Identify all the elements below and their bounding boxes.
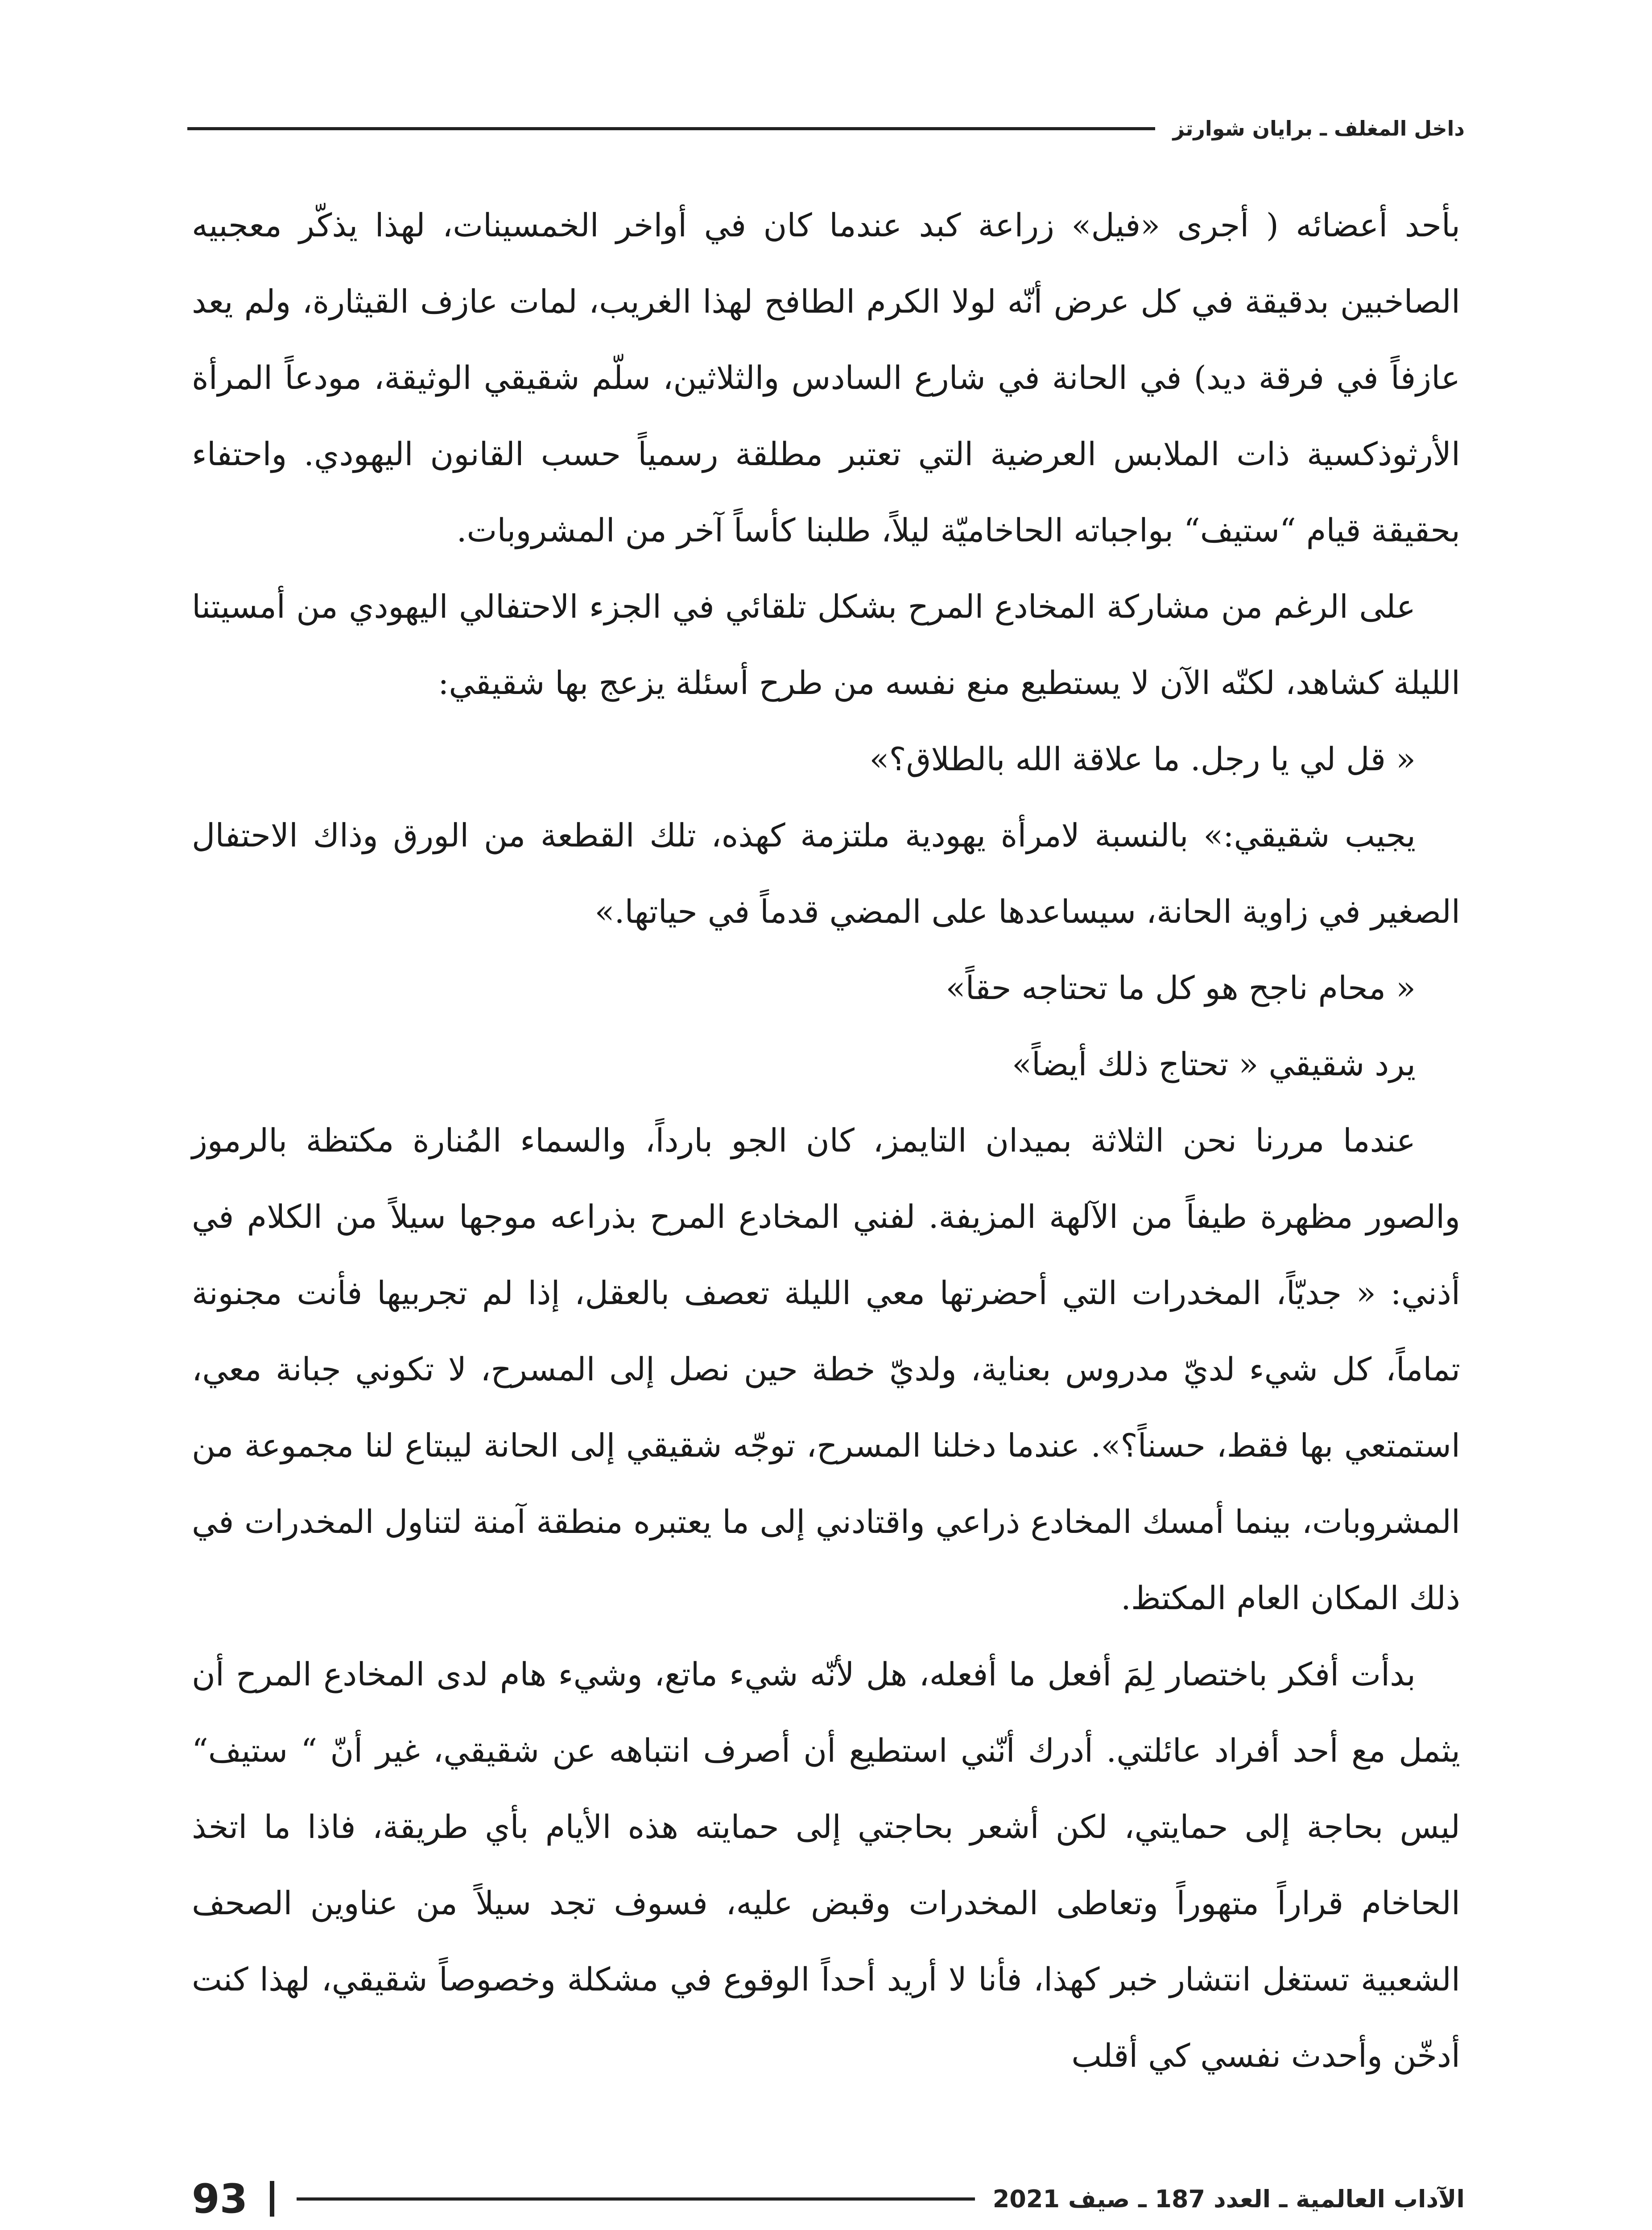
quote-line: « قل لي يا رجل. ما علاقة الله بالطلاق؟» — [869, 740, 1416, 778]
paragraph: بدأت أفكر باختصار لِمَ أفعل ما أفعله، هل لأنّه شيء ماتع، وشيء هام لدى المخادع المرح أن يثمل مع أحد أفراد عائلتي. أدرك أنّني استطيع أن أصرف انتباهه عن شقيقي، غير أنّ “ ستيف“ ليس بحاجة إلى حمايتي، لكن أشعر بحاجتي إلى حمايته هذه الأيام بأي طريقة، فاذا ما اتخذ الحاخام قراراً متهوراً وتعاطى المخدرات وقبض عليه، فسوف تجد سيلاً من عناوين الصحف الشعبية تستغل انتشار خبر كهذا، فأنا لا أريد أحداً الوقوع في مشكلة وخصوصاً شقيقي، لهذا كنت أدخّن وأحدث نفسي كي أقلب — [192, 1656, 1460, 2074]
paragraph: يجيب شقيقي:» بالنسبة لامرأة يهودية ملتزمة كهذه، تلك القطعة من الورق وذاك الاحتفال الصغير في زاوية الحانة، سيساعدها على المضي قدماً في حياتها.» — [192, 817, 1460, 930]
running-header — [187, 111, 1465, 146]
quote-line: يرد شقيقي « تحتاج ذلك أيضاً» — [1012, 1045, 1416, 1083]
header-rule — [187, 127, 1155, 130]
footer-rule — [297, 2197, 975, 2201]
header-title: داخل المغلف ـ برايان شوارتز — [1173, 116, 1465, 140]
quote-line: « محام ناجح هو كل ما تحتاجه حقاً» — [946, 969, 1416, 1007]
footer-separator — [270, 2181, 274, 2217]
paragraph: بأحد أعضائه ( أجرى «فيل» زراعة كبد عندما كان في أواخر الخمسينات، لهذا يذكّر معجبيه الصاخبين بدقيقة في كل عرض أنّه لولا الكرم الطافح لهذا الغريب، لمات عازف القيثارة، ولم يعد عازفاً في فرقة ديد) في الحانة في شارع السادس والثلاثين، سلّم شقيقي الوثيقة، مودعاً المرأة الأرثوذكسية ذات الملابس العرضية التي تعتبر مطلقة رسمياً حسب القانون اليهودي. واحتفاء بحقيقة قيام “ستيف“ بواجباته الحاخاميّة ليلاً، طلبنا كأساً آخر من المشروبات. — [192, 206, 1460, 549]
article-body — [192, 187, 1460, 2094]
journal-issue: الآداب العالمية ـ العدد 187 ـ صيف 2021 — [992, 2185, 1465, 2213]
running-footer — [192, 2176, 1465, 2221]
paragraph: عندما مررنا نحن الثلاثة بميدان التايمز، كان الجو بارداً، والسماء المُنارة مكتظة بالرموز والصور مظهرة طيفاً من الآلهة المزيفة. لفني المخادع المرح بذراعه موجها سيلاً من الكلام في أذني: « جديّاً، المخدرات التي أحضرتها معي الليلة تعصف بالعقل، إذا لم تجربيها فأنت مجنونة تماماً، كل شيء لديّ مدروس بعناية، ولديّ خطة حين نصل إلى المسرح، لا تكوني جبانة معي، استمتعي بها فقط، حسناً؟». عندما دخلنا المسرح، توجّه شقيقي إلى الحانة ليبتاع لنا مجموعة من المشروبات، بينما أمسك المخادع ذراعي واقتادني إلى ما يعتبره منطقة آمنة لتناول المخدرات في ذلك المكان العام المكتظ. — [192, 1122, 1460, 1617]
paragraph: على الرغم من مشاركة المخادع المرح بشكل تلقائي في الجزء الاحتفالي اليهودي من أمسيتنا الليلة كشاهد، لكنّه الآن لا يستطيع منع نفسه من طرح أسئلة يزعج بها شقيقي: — [192, 588, 1460, 702]
page-number: 93 — [192, 2175, 248, 2222]
